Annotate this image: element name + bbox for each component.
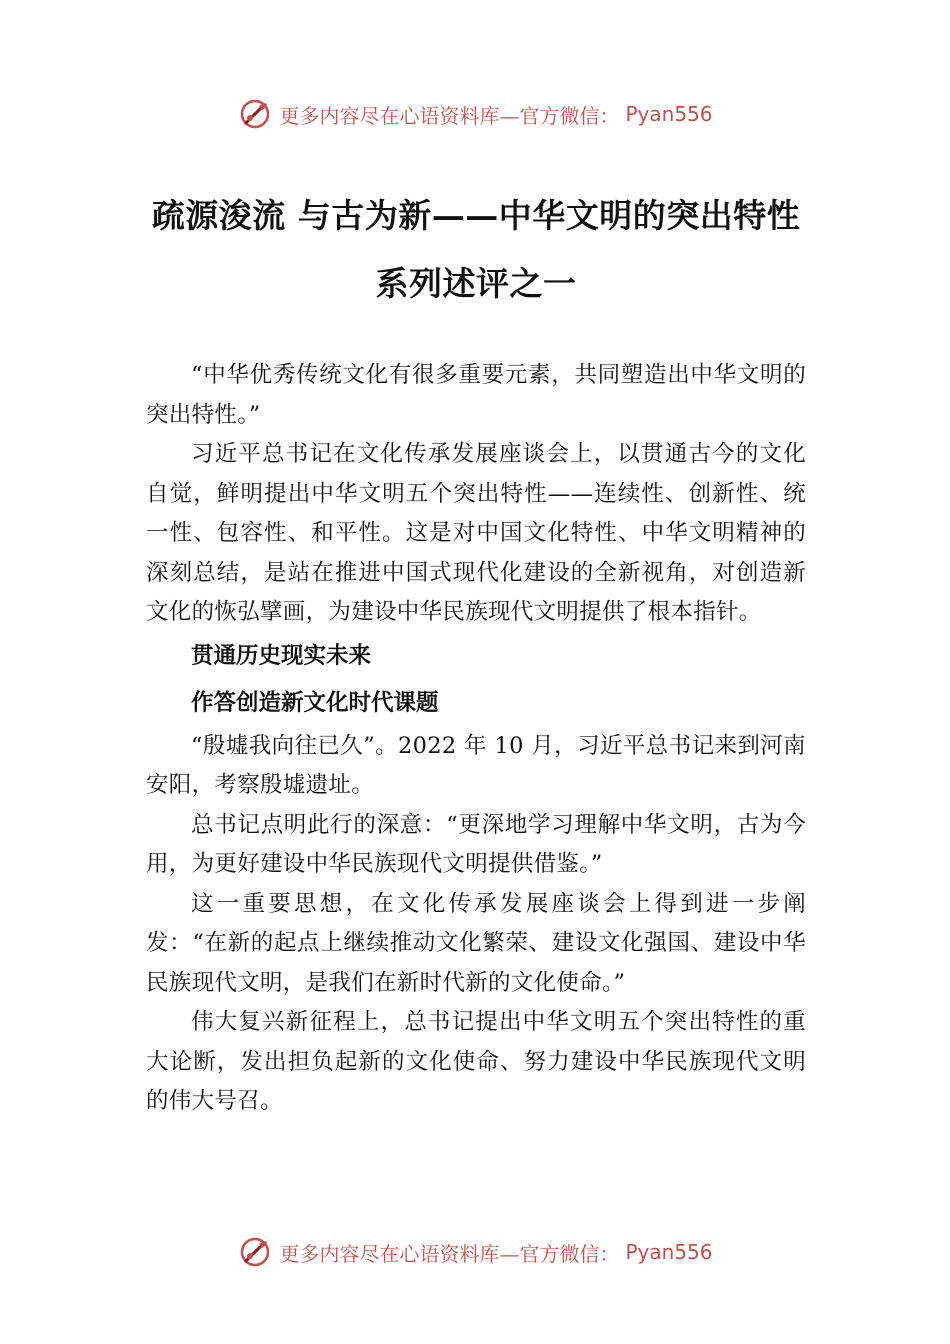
watermark-text: 更多内容尽在心语资料库—官方微信： bbox=[279, 103, 620, 128]
watermark-wechat-id: Pyan556 bbox=[625, 1240, 713, 1264]
body-paragraph: “中华优秀传统文化有很多重要元素，共同塑造出中华文明的突出特性。” bbox=[146, 362, 806, 428]
body-paragraph: 总书记点明此行的深意：“更深地学习理解中华文明，古为今用，为更好建设中华民族现代文明提供借鉴。” bbox=[146, 811, 806, 877]
brush-logo-icon bbox=[237, 1234, 273, 1270]
body-paragraph: 习近平总书记在文化传承发展座谈会上，以贯通古今的文化自觉，鲜明提出中华文明五个突出特性——连续性、创新性、统一性、包容性、和平性。这是对中国文化特性、中华文明精神的深刻总结，是站在推进中国式现代化建设的全新视角，对创造新文化的恢弘擘画，为建设中华民族现代文明提供了根本指针。 bbox=[146, 441, 806, 625]
footer-watermark bbox=[0, 1232, 950, 1272]
body-paragraph: 这一重要思想，在文化传承发展座谈会上得到进一步阐发：“在新的起点上继续推动文化繁荣、建设文化强国、建设中华民族现代文明，是我们在新时代新的文化使命。” bbox=[146, 890, 806, 996]
watermark-wechat-id: Pyan556 bbox=[625, 102, 713, 126]
watermark-text: 更多内容尽在心语资料库—官方微信： bbox=[279, 1241, 620, 1266]
document-title: 疏源浚流 与古为新——中华文明的突出特性系列述评之一 bbox=[151, 196, 801, 303]
section-heading: 贯通历史现实未来 bbox=[191, 642, 372, 669]
body-paragraph: 伟大复兴新征程上，总书记提出中华文明五个突出特性的重大论断，发出担负起新的文化使命、努力建设中华民族现代文明的伟大号召。 bbox=[146, 1009, 806, 1114]
body-paragraph: “殷墟我向往已久”。2022 年 10 月，习近平总书记来到河南安阳，考察殷墟遗址。 bbox=[146, 732, 806, 798]
section-subheading: 作答创造新文化时代课题 bbox=[191, 689, 439, 716]
brush-logo-icon bbox=[237, 96, 273, 132]
header-watermark bbox=[0, 94, 950, 134]
document-body bbox=[146, 356, 806, 1122]
